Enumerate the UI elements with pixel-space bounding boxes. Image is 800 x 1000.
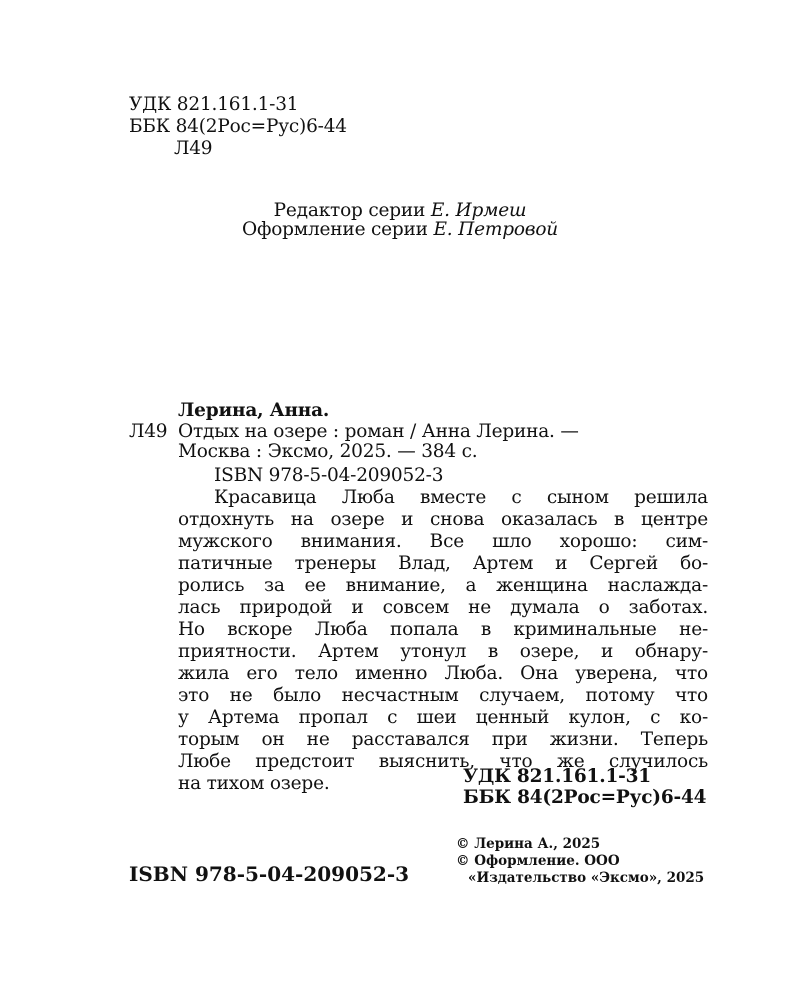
isbn-entry: ISBN 978-5-04-209052-3: [214, 465, 444, 486]
annotation-line: патичные тренеры Влад, Артем и Сергей бо-: [178, 553, 708, 574]
bibliographic-line-2: Москва : Эксмо, 2025. — 384 с.: [178, 441, 478, 462]
udk-code-bottom: УДК 821.161.1-31: [463, 766, 651, 787]
series-design-label: Оформление серии: [241, 219, 428, 240]
bbk-code-bottom: ББК 84(2Рос=Рус)6-44: [463, 787, 707, 808]
annotation-line: Любе предстоит выяснить, что же случилось: [178, 751, 708, 772]
annotation-line: у Артема пропал с шеи ценный кулон, с ко-: [178, 707, 708, 728]
copyright-publisher: «Издательство «Эксмо», 2025: [468, 870, 705, 886]
copyright-design: © Оформление. ООО: [456, 853, 620, 869]
annotation-line: лась природой и совсем не думала о заботах.: [178, 597, 708, 618]
annotation-line: ролись за ее внимание, а женщина наслажда-: [178, 575, 708, 596]
author-heading: Лерина, Анна.: [178, 400, 330, 421]
annotation-line: Красавица Люба вместе с сыном решила: [214, 487, 708, 508]
isbn-footer: ISBN 978-5-04-209052-3: [129, 862, 410, 886]
series-design-credit: [0, 219, 800, 241]
annotation-line: жила его тело именно Люба. Она уверена, что: [178, 663, 708, 684]
annotation-line: Но вскоре Люба попала в криминальные не-: [178, 619, 708, 640]
series-editor-name: Е. Ирмеш: [430, 200, 527, 221]
copyright-author: © Лерина А., 2025: [456, 836, 601, 852]
series-design-name: Е. Петровой: [433, 219, 558, 240]
bibliographic-line-1: Отдых на озере : роман / Анна Лерина. —: [178, 421, 579, 442]
udk-code-top: УДК 821.161.1-31: [129, 94, 299, 115]
author-mark: Л49: [129, 421, 168, 442]
bbk-code-top: ББК 84(2Рос=Рус)6-44: [129, 116, 347, 137]
annotation-line: торым он не расставался при жизни. Теперь: [178, 729, 708, 750]
annotation-line: отдохнуть на озере и снова оказалась в центре: [178, 509, 708, 530]
series-editor-label: Редактор серии: [273, 200, 426, 221]
author-mark-top: Л49: [174, 138, 213, 159]
annotation-line: мужского внимания. Все шло хорошо: сим-: [178, 531, 708, 552]
annotation: [178, 487, 708, 795]
annotation-line: это не было несчастным случаем, потому что: [178, 685, 708, 706]
annotation-line: приятности. Артем утонул в озере, и обнару-: [178, 641, 708, 662]
annotation-line: на тихом озере.: [178, 773, 330, 794]
